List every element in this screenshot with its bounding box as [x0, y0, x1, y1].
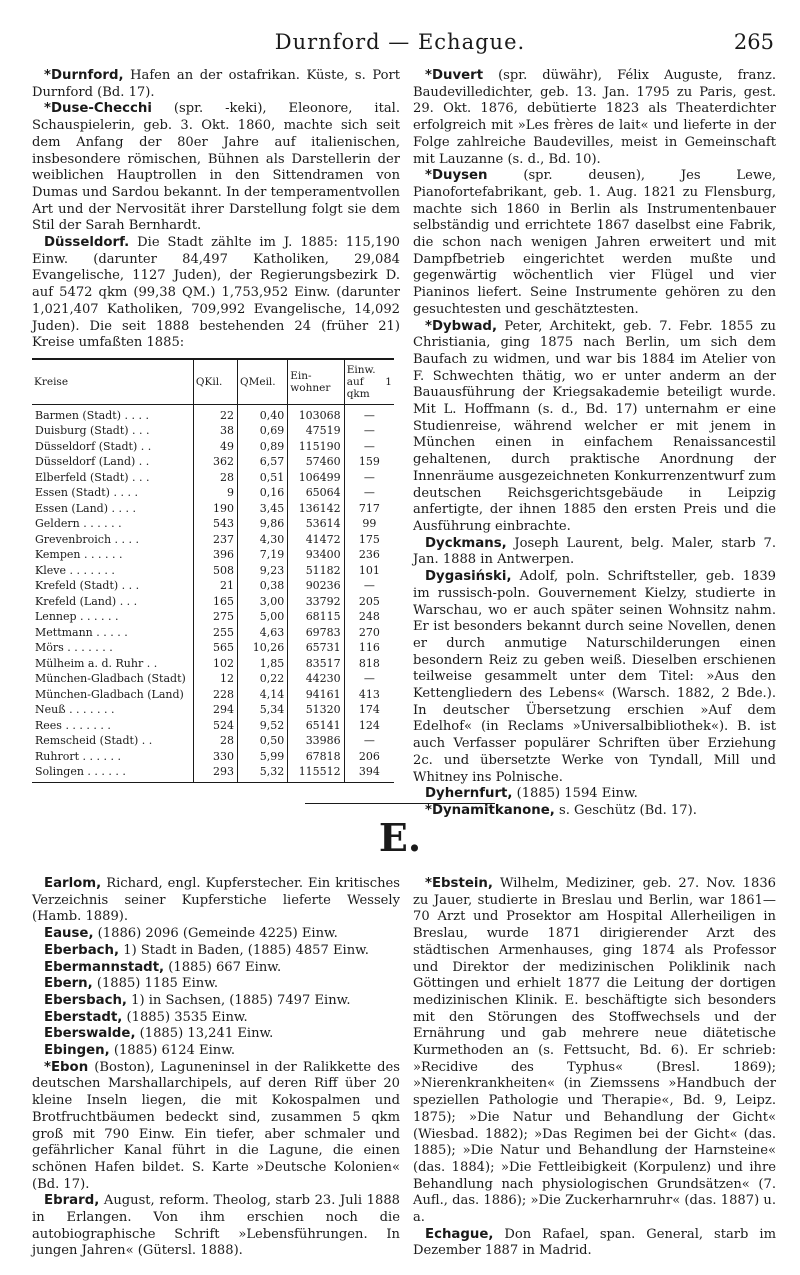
cell-qkil: 396 [193, 547, 237, 563]
entry-text: Adolf, poln. Schriftsteller, geb. 1839 im russisch-poln. Gouvernement Kielzy, studierte in Warschau, wo er auch später seinen Wohnsitz nahm. Er ist besonders bekannt durch seine Novellen, denen er durch anmutige Naturschilderungen einen besondern Reiz zu geben weiß. Dieselben erschienen teilweise gesammelt unter dem Titel: »Aus den Kettengliedern des Lebens« (Warsch. 1882, 2 Bde.). In deutscher Übersetzung erschien »Auf dem Edelhof« (in Reclams »Universalbibliothek«). B. ist auch Verfasser populärer Schriften über Erziehung 2c. und übersetzte Werke von Tyndall, Mill und Whitney ins Polnische. [413, 569, 776, 785]
cell-qmeil: 9,86 [238, 516, 288, 532]
entry-headword: *Dybwad, [425, 318, 498, 334]
cell-qkil: 49 [193, 439, 237, 455]
cell-einwohner: 106499 [288, 470, 344, 486]
cell-qkil: 22 [193, 404, 237, 423]
entry-text: August, reform. Theolog, starb 23. Juli 1888 in Erlangen. Von ihm erschien noch die autobiographische Schrift »Lebensführungen. In jungen Jahren« (Gütersl. 1888). [32, 1193, 400, 1259]
cell-qmeil: 0,89 [238, 439, 288, 455]
cell-dichte: 236 [344, 547, 394, 563]
cell-qmeil: 0,40 [238, 404, 288, 423]
dictionary-entry [32, 68, 400, 101]
cell-kreis: Kempen . . . . . . [35, 548, 123, 562]
cell-einwohner: 136142 [288, 501, 344, 517]
entry-text: Joseph Laurent, belg. Maler, starb 7. Jan. 1888 in Antwerpen. [413, 535, 776, 568]
entry-headword: Earlom, [44, 876, 102, 891]
dictionary-entry [32, 926, 400, 943]
table-row [32, 733, 394, 749]
table-row [32, 404, 394, 423]
table-row [32, 656, 394, 672]
cell-qkil: 330 [193, 749, 237, 765]
cell-qkil: 28 [193, 733, 237, 749]
entry-text: Wilhelm, Mediziner, geb. 27. Nov. 1836 zu Jauer, studierte in Breslau und Berlin, war 1861—70 Arzt und Prosektor am Hospital Allerheiligen in Breslau, wurde 1871 dirigierender Arzt des städtischen Armenhauses, ging 1874 als Professor und Direktor der medizinischen Poliklinik nach Göttingen und erhielt 1877 die Leitung der dortigen medizinischen Klinik. E. beschäftigte sich besonders mit den Störungen des Stoffwechsels und der Ernährung und gab mehrere neue diätetische Kurmethoden an (s. Fettsucht, Bd. 6). Er schrieb: »Recidive des Typhus« (Bresl. 1869); »Nierenkrankheiten« (in Ziemssens »Handbuch der speziellen Pathologie und Therapie«, Bd. 9, Leipz. 1875); »Die Natur und Behandlung der Gicht« (Wiesbad. 1882); »Das Regimen bei der Gicht« (das. 1885); »Die Natur und Behandlung der Harnsteine« (das. 1884); »Die Fettleibigkeit (Korpulenz) und ihre Behandlung nach physiologischen Grundsätzen« (7. Aufl., das. 1886); »Die Zuckerharnruhr« (das. 1887) u. a. [413, 876, 776, 1226]
entry-headword: Eberstadt, [44, 1009, 123, 1025]
col-header-qkil: QKil. [193, 359, 237, 405]
table-row [32, 578, 394, 594]
entry-headword: Eause, [44, 926, 94, 942]
cell-qmeil: 4,30 [238, 532, 288, 548]
entry-headword: Ebermannstadt, [44, 959, 165, 975]
cell-qkil: 543 [193, 516, 237, 532]
entry-text: (spr. deusen), Jes Lewe, Pianofortefabrikant, geb. 1. Aug. 1821 zu Flensburg, machte sich 1860 in Berlin als Instrumentenbauer selbständig und errichtete 1867 daselbst eine Fabrik, die schon nach wenigen Jahren erweitert und mit Dampfbetrieb eingerichtet werden mußte und gegenwärtig wöchentlich vier Flügel und vier Pianinos liefert. Seine Instrumente gehören zu den gesuchtesten und geschätztesten. [413, 168, 776, 317]
entry-text: (1885) 1185 Einw. [92, 976, 219, 992]
entry-headword: *Ebstein, [425, 876, 493, 891]
cell-einwohner: 103068 [288, 404, 344, 423]
table-row [32, 516, 394, 532]
entry-headword: Echague, [425, 1226, 494, 1242]
cell-kreis: Rees . . . . . . . [35, 718, 111, 732]
table-row [32, 470, 394, 486]
entry-text: (1885) 13,241 Einw. [135, 1026, 274, 1042]
cell-einwohner: 115190 [288, 439, 344, 455]
dictionary-entry [413, 1227, 776, 1260]
cell-einwohner: 93400 [288, 547, 344, 563]
dictionary-entry [32, 943, 400, 960]
cell-qkil: 362 [193, 454, 237, 470]
cell-einwohner: 115512 [288, 764, 344, 782]
cell-qkil: 293 [193, 764, 237, 782]
cell-kreis: Mülheim a. d. Ruhr . . [35, 656, 158, 670]
entry-headword: Eberswalde, [44, 1026, 136, 1042]
dictionary-entry [32, 1026, 400, 1043]
entries-right-top [413, 68, 776, 820]
cell-einwohner: 51182 [288, 563, 344, 579]
entry-headword: Dyhernfurt, [425, 786, 513, 802]
entry-text: 1) Stadt in Baden, (1885) 4857 Einw. [119, 942, 369, 958]
cell-qmeil: 5,99 [238, 749, 288, 765]
cell-kreis: Krefeld (Stadt) . . . [35, 579, 140, 593]
cell-dichte: — [344, 578, 394, 594]
dictionary-entry [32, 101, 400, 235]
cell-einwohner: 67818 [288, 749, 344, 765]
cell-kreis: München-Gladbach (Land) [35, 687, 184, 701]
cell-qmeil: 0,51 [238, 470, 288, 486]
cell-kreis: Düsseldorf (Stadt) . . [35, 439, 152, 453]
dictionary-entry [413, 569, 776, 786]
col-header-einwohner: Ein-wohner [288, 359, 344, 405]
cell-dichte: 717 [344, 501, 394, 517]
dictionary-entry [32, 1043, 400, 1060]
entry-text: Don Rafael, span. General, starb im Dezember 1887 in Madrid. [413, 1226, 776, 1259]
entry-text: (1886) 2096 (Gemeinde 4225) Einw. [93, 926, 338, 942]
right-column-top [413, 68, 776, 820]
entry-text: (Boston), Laguneninsel in der Ralikkette des deutschen Marshallarchipels, auf deren Riff über 20 kleine Inseln liegen, die mit Kokospalmen und Brotfruchtbäumen bedeckt sind, zusammen 5 qkm groß mit 790 Einw. Ein tiefer, aber schmaler und gefährlicher Kanal führt in die Lagune, die einen schönen Hafen bildet. S. Karte »Deutsche Kolonien« (Bd. 17). [32, 1059, 400, 1192]
dictionary-entry [32, 993, 400, 1010]
table-row [32, 749, 394, 765]
entry-headword: *Duvert [425, 68, 484, 83]
table-row [32, 609, 394, 625]
cell-dichte: 413 [344, 687, 394, 703]
cell-qmeil: 9,52 [238, 718, 288, 734]
cell-qkil: 255 [193, 625, 237, 641]
table-row [32, 501, 394, 517]
kreise-table-body [32, 404, 394, 782]
table-row [32, 423, 394, 439]
cell-qmeil: 5,34 [238, 702, 288, 718]
entry-text: (spr. -keki), Eleonore, ital. Schauspielerin, geb. 3. Okt. 1860, machte sich seit dem Anfang der 80er Jahre auf italienischen, insbesondere römischen, Bühnen als Darstellerin der weiblichen Hauptrollen in den Sittendramen von Dumas und Sardou bekannt. In der temperamentvollen Art und der Nervosität ihrer Darstellung folgt sie dem Stil der Sarah Bernhardt. [32, 101, 400, 234]
cell-dichte: 124 [344, 718, 394, 734]
cell-einwohner: 51320 [288, 702, 344, 718]
dictionary-entry [413, 876, 776, 1227]
cell-kreis: Essen (Stadt) . . . . [35, 486, 138, 500]
table-row [32, 718, 394, 734]
dictionary-entry [413, 536, 776, 569]
entry-headword: *Duse-Checchi [44, 101, 152, 117]
section-letter: E. [378, 815, 422, 860]
cell-qkil: 524 [193, 718, 237, 734]
cell-kreis: München-Gladbach (Stadt) [35, 672, 186, 686]
cell-qmeil: 1,85 [238, 656, 288, 672]
cell-qkil: 9 [193, 485, 237, 501]
cell-qkil: 165 [193, 594, 237, 610]
cell-kreis: Düsseldorf (Land) . . [35, 455, 150, 469]
entry-text: Die Stadt zählte im J. 1885: 115,190 Einw. (darunter 84,497 Katholiken, 29,084 Evangelische, 1127 Juden), der Regierungsbezirk D. auf 5472 qkm (99,38 QM.) 1,753,952 Einw. (darunter 1,021,407 Katholiken, 709,992 Evangelische, 14,092 Juden). Die seit 1888 bestehenden 24 (früher 21) Kreise umfaßten 1885: [32, 235, 400, 351]
col-header-qmeil: QMeil. [238, 359, 288, 405]
entry-text: Peter, Architekt, geb. 7. Febr. 1855 zu Christiania, ging 1875 nach Berlin, um sich dem Baufach zu widmen, und war bis 1884 im Atelier von F. Schwechten thätig, wo er unter anderm an der Bauausführung der Kriegsakademie beteiligt wurde. Mit L. Hoffmann (s. d., Bd. 17) unternahm er eine Studienreise, während welcher er mit jenem in München einen in einfachem Renaissancestil gehaltenen, durch praktische Anordnung der Innenräume ausgezeichneten Konkurrenzentwurf zum deutschen Reichsgerichtsgebäude in Leipzig anfertigte, der ihnen 1885 den ersten Preis und die Ausführung einbrachte. [413, 318, 776, 534]
cell-einwohner: 68115 [288, 609, 344, 625]
cell-dichte: 99 [344, 516, 394, 532]
cell-qmeil: 3,00 [238, 594, 288, 610]
dictionary-entry [413, 168, 776, 318]
cell-qmeil: 0,38 [238, 578, 288, 594]
entry-text: 1) in Sachsen, (1885) 7497 Einw. [126, 992, 351, 1008]
cell-dichte: 101 [344, 563, 394, 579]
entry-headword: *Ebon [44, 1059, 89, 1075]
cell-qmeil: 5,32 [238, 764, 288, 782]
entry-headword: Ebern, [44, 976, 93, 992]
cell-kreis: Kleve . . . . . . . [35, 563, 115, 577]
cell-qmeil: 5,00 [238, 609, 288, 625]
cell-kreis: Mörs . . . . . . . [35, 641, 113, 655]
cell-einwohner: 65731 [288, 640, 344, 656]
left-column-bottom [32, 876, 400, 1260]
cell-dichte: 248 [344, 609, 394, 625]
cell-einwohner: 94161 [288, 687, 344, 703]
cell-einwohner: 53614 [288, 516, 344, 532]
cell-kreis: Lennep . . . . . . [35, 610, 119, 624]
cell-kreis: Krefeld (Land) . . . [35, 594, 138, 608]
entry-headword: *Duysen [425, 168, 488, 184]
cell-dichte: 174 [344, 702, 394, 718]
table-row [32, 640, 394, 656]
dictionary-entry [32, 235, 400, 352]
cell-qmeil: 0,50 [238, 733, 288, 749]
cell-qmeil: 4,14 [238, 687, 288, 703]
cell-dichte: 205 [344, 594, 394, 610]
cell-qmeil: 0,22 [238, 671, 288, 687]
cell-qmeil: 0,69 [238, 423, 288, 439]
entry-text: (1885) 6124 Einw. [109, 1043, 236, 1059]
cell-einwohner: 65064 [288, 485, 344, 501]
cell-einwohner: 83517 [288, 656, 344, 672]
cell-einwohner: 41472 [288, 532, 344, 548]
col-header-kreise: Kreise [32, 359, 193, 405]
table-row [32, 625, 394, 641]
entry-text: (1885) 3535 Einw. [122, 1009, 248, 1025]
dictionary-entry [32, 960, 400, 977]
cell-dichte: — [344, 470, 394, 486]
dictionary-entry [413, 68, 776, 168]
dictionary-entry [32, 1193, 400, 1260]
entry-text: (spr. düwähr), Félix Auguste, franz. Baudevilledichter, geb. 13. Jan. 1795 zu Paris, gest. 29. Okt. 1876, debütierte 1823 als Theaterdichter erfolgreich mit »Les frères de lait« und lieferte in der Folge zahlreiche Baudevilles, meist in Gemeinschaft mit Lauzanne (s. d., Bd. 10). [413, 68, 776, 167]
entry-headword: Eberbach, [44, 942, 120, 958]
cell-kreis: Geldern . . . . . . [35, 517, 122, 531]
entry-headword: Ebersbach, [44, 992, 127, 1008]
entry-text: (1885) 667 Einw. [164, 959, 282, 975]
cell-einwohner: 65141 [288, 718, 344, 734]
cell-kreis: Barmen (Stadt) . . . . [35, 408, 149, 422]
cell-einwohner: 33986 [288, 733, 344, 749]
dictionary-entry [413, 786, 776, 803]
table-row [32, 687, 394, 703]
table-row [32, 485, 394, 501]
col-header-dichte: Einw. auf 1 qkm [344, 359, 394, 405]
cell-qmeil: 6,57 [238, 454, 288, 470]
entries-left-bottom [32, 876, 400, 1260]
entry-text: Hafen an der ostafrikan. Küste, s. Port Durnford (Bd. 17). [32, 68, 400, 100]
cell-dichte: 175 [344, 532, 394, 548]
cell-kreis: Duisburg (Stadt) . . . [35, 424, 150, 438]
table-row [32, 532, 394, 548]
cell-kreis: Ruhrort . . . . . . [35, 749, 121, 763]
entry-headword: *Durnford, [44, 68, 124, 83]
kreise-table [32, 358, 394, 783]
entry-headword: *Dynamitkanone, [425, 802, 555, 818]
cell-qkil: 38 [193, 423, 237, 439]
table-row [32, 671, 394, 687]
entry-headword: Dyckmans, [425, 535, 507, 551]
entry-headword: Düsseldorf. [44, 235, 130, 251]
cell-kreis: Grevenbroich . . . . [35, 532, 140, 546]
cell-qkil: 190 [193, 501, 237, 517]
table-row [32, 563, 394, 579]
cell-einwohner: 69783 [288, 625, 344, 641]
table-header-row [32, 359, 394, 405]
dictionary-entry [32, 1060, 400, 1194]
cell-dichte: 818 [344, 656, 394, 672]
cell-qkil: 102 [193, 656, 237, 672]
cell-qkil: 21 [193, 578, 237, 594]
cell-kreis: Neuß . . . . . . . [35, 703, 115, 717]
dictionary-entry [32, 1010, 400, 1027]
table-row [32, 702, 394, 718]
cell-dichte: 394 [344, 764, 394, 782]
cell-qkil: 275 [193, 609, 237, 625]
cell-dichte: 206 [344, 749, 394, 765]
cell-qkil: 237 [193, 532, 237, 548]
cell-kreis: Remscheid (Stadt) . . [35, 734, 153, 748]
cell-einwohner: 44230 [288, 671, 344, 687]
cell-kreis: Essen (Land) . . . . [35, 501, 136, 515]
cell-kreis: Mettmann . . . . . [35, 625, 128, 639]
cell-einwohner: 57460 [288, 454, 344, 470]
entries-left-top [32, 68, 400, 352]
entry-headword: Ebrard, [44, 1193, 100, 1209]
cell-dichte: — [344, 733, 394, 749]
table-row [32, 439, 394, 455]
cell-kreis: Solingen . . . . . . [32, 764, 193, 782]
cell-dichte: — [344, 671, 394, 687]
section-divider [305, 803, 495, 804]
cell-qmeil: 0,16 [238, 485, 288, 501]
dictionary-entry [32, 876, 400, 926]
dictionary-entry [413, 319, 776, 536]
entries-right-bottom [413, 876, 776, 1260]
left-column-top [32, 68, 400, 783]
cell-qkil: 508 [193, 563, 237, 579]
cell-qmeil: 7,19 [238, 547, 288, 563]
right-column-bottom [413, 876, 776, 1260]
cell-dichte: — [344, 485, 394, 501]
cell-kreis: Elberfeld (Stadt) . . . [35, 470, 150, 484]
cell-qkil: 12 [193, 671, 237, 687]
entry-text: s. Geschütz (Bd. 17). [554, 802, 697, 818]
cell-dichte: 116 [344, 640, 394, 656]
entry-text: (1885) 1594 Einw. [512, 786, 638, 802]
cell-dichte: 159 [344, 454, 394, 470]
cell-qmeil: 9,23 [238, 563, 288, 579]
entry-headword: Ebingen, [44, 1043, 110, 1059]
cell-einwohner: 33792 [288, 594, 344, 610]
table-row [32, 547, 394, 563]
cell-qkil: 228 [193, 687, 237, 703]
table-row [32, 454, 394, 470]
dictionary-entry [32, 976, 400, 993]
cell-qkil: 565 [193, 640, 237, 656]
cell-qmeil: 4,63 [238, 625, 288, 641]
page-number: 265 [733, 30, 774, 54]
cell-einwohner: 47519 [288, 423, 344, 439]
table-row [32, 764, 394, 782]
cell-dichte: — [344, 404, 394, 423]
running-header [0, 30, 800, 60]
cell-qkil: 28 [193, 470, 237, 486]
cell-dichte: — [344, 423, 394, 439]
cell-qmeil: 10,26 [238, 640, 288, 656]
cell-qmeil: 3,45 [238, 501, 288, 517]
cell-dichte: — [344, 439, 394, 455]
entry-headword: Dygasiński, [425, 569, 512, 585]
cell-qkil: 294 [193, 702, 237, 718]
entry-text: Richard, engl. Kupferstecher. Ein kritisches Verzeichnis seiner Kupferstiche lieferte Wessely (Hamb. 1889). [32, 876, 400, 925]
table-row [32, 594, 394, 610]
running-title: Durnford — Echague. [274, 30, 526, 54]
cell-einwohner: 90236 [288, 578, 344, 594]
cell-dichte: 270 [344, 625, 394, 641]
